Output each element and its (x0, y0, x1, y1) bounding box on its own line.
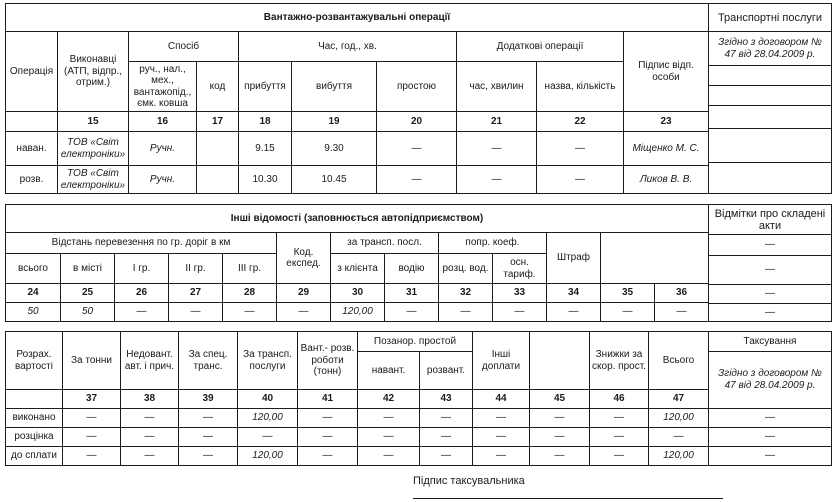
col-num-26: 26 (115, 284, 169, 303)
col-header-departure: вибуття (292, 62, 377, 112)
cell: — (473, 409, 530, 428)
acts-panel (709, 204, 832, 322)
col-num-42: 42 (358, 390, 420, 409)
col-num-45: 45 (530, 390, 590, 409)
cell: — (179, 409, 238, 428)
cell: — (298, 447, 358, 466)
acts-dash: — (709, 235, 831, 256)
blank-line (709, 106, 831, 129)
col-num-36: 36 (655, 284, 709, 303)
cell: — (590, 409, 649, 428)
col-header-signature: Підпис відп. особи (624, 32, 709, 112)
cell-idle: — (377, 132, 457, 166)
cell-extra-time: — (457, 132, 537, 166)
section-operations (5, 3, 834, 194)
col-header-code-exp: Код. експед. (277, 233, 331, 284)
cell: — (420, 428, 473, 447)
cell: — (179, 428, 238, 447)
col-num-46: 46 (590, 390, 649, 409)
cell-extra-time: — (457, 166, 537, 194)
col-header-tons: За тонни (63, 332, 121, 390)
taxation-dash: — (709, 409, 831, 428)
col-header-transp: За трансп. послуги (238, 332, 298, 390)
cell-total-amount: 120,00 (649, 409, 709, 428)
col-header-calc: Розрах. вартості (6, 332, 63, 390)
cell-arrival: 9.15 (239, 132, 292, 166)
col-header-vsogo: Всього (649, 332, 709, 390)
cell-distance-city: 50 (61, 303, 115, 322)
row-label-rate: розцінка (6, 428, 63, 447)
col-num-16: 16 (129, 112, 197, 132)
col-header-extra-name: назва, кількість (537, 62, 624, 112)
cell: — (121, 409, 179, 428)
col-header-pozanor: Позанор. простой (358, 332, 473, 352)
cell-executor: ТОВ «Світ електроніки» (58, 166, 129, 194)
row-label-loading: наван. (6, 132, 58, 166)
cell-g3: — (223, 303, 277, 322)
col-header-extra-ops: Додаткові операції (457, 32, 624, 62)
table-row (6, 447, 709, 466)
cell-transp-amount: 120,00 (238, 409, 298, 428)
cell-g1: — (115, 303, 169, 322)
cell: — (121, 447, 179, 466)
col-header-znyzhky: Знижки за скор. прост. (590, 332, 649, 390)
cell: — (473, 447, 530, 466)
taxation-title: Таксування (709, 332, 831, 352)
col-num-47: 47 (649, 390, 709, 409)
cell-to-driver: — (385, 303, 439, 322)
cell: — (530, 447, 590, 466)
col-header-group1: І гр. (115, 254, 169, 284)
taxation-dash: — (765, 450, 775, 461)
operations-table (5, 3, 709, 194)
col-header-blank45 (530, 332, 590, 390)
cell-rozc: — (439, 303, 493, 322)
cell-executor: ТОВ «Світ електроніки» (58, 132, 129, 166)
cell-distance-total: 50 (6, 303, 61, 322)
col-num-28: 28 (223, 284, 277, 303)
col-header-distance: Відстань перевезення по гр. доріг в км (6, 233, 277, 254)
col-num-30: 30 (331, 284, 385, 303)
col-num-25: 25 (61, 284, 115, 303)
blank-line (709, 129, 831, 163)
acts-dash: — (709, 256, 831, 285)
col-header-fine: Штраф (547, 233, 601, 284)
col-header-spec: За спец. транс. (179, 332, 238, 390)
col-num-blank (6, 390, 63, 409)
col-header-nedovant: Недовант. авт. і прич. (121, 332, 179, 390)
cell: — (179, 447, 238, 466)
cell: — (590, 428, 649, 447)
cell-extra-name: — (537, 132, 624, 166)
blank-line (709, 86, 831, 106)
col-num-blank (6, 112, 58, 132)
col-header-operation: Операція (6, 32, 58, 112)
cell-departure: 10.45 (292, 166, 377, 194)
col-header-total: всього (6, 254, 61, 284)
cell: — (63, 447, 121, 466)
col-header-group2: ІІ гр. (169, 254, 223, 284)
col-header-client: з клієнта (331, 254, 385, 284)
blank-line (709, 66, 831, 86)
col-num-31: 31 (385, 284, 439, 303)
cell-idle: — (377, 166, 457, 194)
taxation-contract-note: Згідно з договором № 47 від 28.04.2009 р. (709, 352, 831, 409)
cell-signature: Ликов В. В. (624, 166, 709, 194)
acts-dash: — (709, 285, 831, 304)
operations-table-title: Вантажно-розвантажувальні операції (6, 4, 709, 32)
col-num-43: 43 (420, 390, 473, 409)
table-row (6, 132, 709, 166)
col-header-idle: простою (377, 62, 457, 112)
cell-departure: 9.30 (292, 132, 377, 166)
col-num-35: 35 (601, 284, 655, 303)
col-header-tariff: осн. тариф. (493, 254, 547, 284)
col-header-time: Час, год., хв. (239, 32, 457, 62)
cell-from-client: 120,00 (331, 303, 385, 322)
col-num-29: 29 (277, 284, 331, 303)
col-header-coef: попр. коеф. (439, 233, 547, 254)
transport-services-title: Транспортні послуги (709, 4, 831, 32)
cell-signature: Міщенко М. С. (624, 132, 709, 166)
transport-services-panel (709, 3, 832, 194)
table-row (6, 303, 709, 322)
col-header-rozc: розц. вод. (439, 254, 493, 284)
taxer-signature-label: Підпис таксувальника (413, 475, 525, 487)
col-header-blank (601, 233, 709, 284)
col-header-vant: Вант.- розв. роботи (тонн) (298, 332, 358, 390)
cell: — (63, 428, 121, 447)
table-row (6, 166, 709, 194)
cell-code (197, 166, 239, 194)
col-header-city: в місті (61, 254, 115, 284)
col-header-extra-time: час, хвилин (457, 62, 537, 112)
cell: — (473, 428, 530, 447)
row-label-to-pay: до сплати (6, 447, 63, 466)
section-cost-calc (5, 331, 834, 466)
cell: — (298, 428, 358, 447)
col-num-21: 21 (457, 112, 537, 132)
cell-36: — (655, 303, 709, 322)
taxation-panel (709, 331, 832, 466)
cell-35: — (601, 303, 655, 322)
cell: — (420, 447, 473, 466)
col-header-driver: водію (385, 254, 439, 284)
col-num-38: 38 (121, 390, 179, 409)
col-header-inshi: Інші доплати (473, 332, 530, 390)
col-num-19: 19 (292, 112, 377, 132)
cell-code (197, 132, 239, 166)
col-num-39: 39 (179, 390, 238, 409)
row-label-unloading: розв. (6, 166, 58, 194)
col-num-34: 34 (547, 284, 601, 303)
cell-method: Ручн. (129, 132, 197, 166)
col-num-15: 15 (58, 112, 129, 132)
col-num-24: 24 (6, 284, 61, 303)
table-row (6, 428, 709, 447)
table-row (6, 409, 709, 428)
cell: — (298, 409, 358, 428)
cell-transp-amount: 120,00 (238, 447, 298, 466)
col-header-navant: навант. (358, 352, 420, 390)
cell-total-amount: 120,00 (649, 447, 709, 466)
cell-g2: — (169, 303, 223, 322)
cell: — (530, 409, 590, 428)
cell-tariff: — (493, 303, 547, 322)
cell: — (358, 428, 420, 447)
cell: — (358, 409, 420, 428)
col-num-17: 17 (197, 112, 239, 132)
col-header-group3: ІІІ гр. (223, 254, 277, 284)
row-label-done: виконано (6, 409, 63, 428)
col-num-32: 32 (439, 284, 493, 303)
cell: — (63, 409, 121, 428)
col-header-code: код (197, 62, 239, 112)
col-header-method: Спосіб (129, 32, 239, 62)
taxer-signature-line (413, 487, 723, 499)
cell: — (530, 428, 590, 447)
col-header-method-sub: руч., нал., мех., вантажопід., ємк. ковша (129, 62, 197, 112)
cell: — (238, 428, 298, 447)
col-num-22: 22 (537, 112, 624, 132)
col-num-18: 18 (239, 112, 292, 132)
blank-line (709, 163, 831, 193)
acts-dash: — (765, 306, 775, 318)
col-num-27: 27 (169, 284, 223, 303)
col-header-rozvant: розвант. (420, 352, 473, 390)
col-num-20: 20 (377, 112, 457, 132)
cell: — (649, 428, 709, 447)
cell: — (590, 447, 649, 466)
col-num-44: 44 (473, 390, 530, 409)
col-num-40: 40 (238, 390, 298, 409)
taxation-dash: — (709, 428, 831, 447)
cell: — (121, 428, 179, 447)
acts-panel-title: Відмітки про складені акти (709, 205, 831, 235)
cost-calc-table (5, 331, 709, 466)
cell-extra-name: — (537, 166, 624, 194)
other-info-table (5, 204, 709, 322)
col-header-arrival: прибуття (239, 62, 292, 112)
col-header-executors: Виконавці (АТП, відпр., отрим.) (58, 32, 129, 112)
cell-code-exp: — (277, 303, 331, 322)
other-info-title: Інші відомості (заповнюється автопідприємством) (6, 205, 709, 233)
footer (5, 475, 834, 502)
cell-arrival: 10.30 (239, 166, 292, 194)
col-num-41: 41 (298, 390, 358, 409)
cell: — (358, 447, 420, 466)
col-header-transp-services: за трансп. посл. (331, 233, 439, 254)
col-num-33: 33 (493, 284, 547, 303)
contract-note: Згідно з договором № 47 від 28.04.2009 р. (709, 32, 831, 66)
cell-fine: — (547, 303, 601, 322)
cell-method: Ручн. (129, 166, 197, 194)
section-other-info (5, 204, 834, 322)
cell: — (420, 409, 473, 428)
col-num-23: 23 (624, 112, 709, 132)
col-num-37: 37 (63, 390, 121, 409)
